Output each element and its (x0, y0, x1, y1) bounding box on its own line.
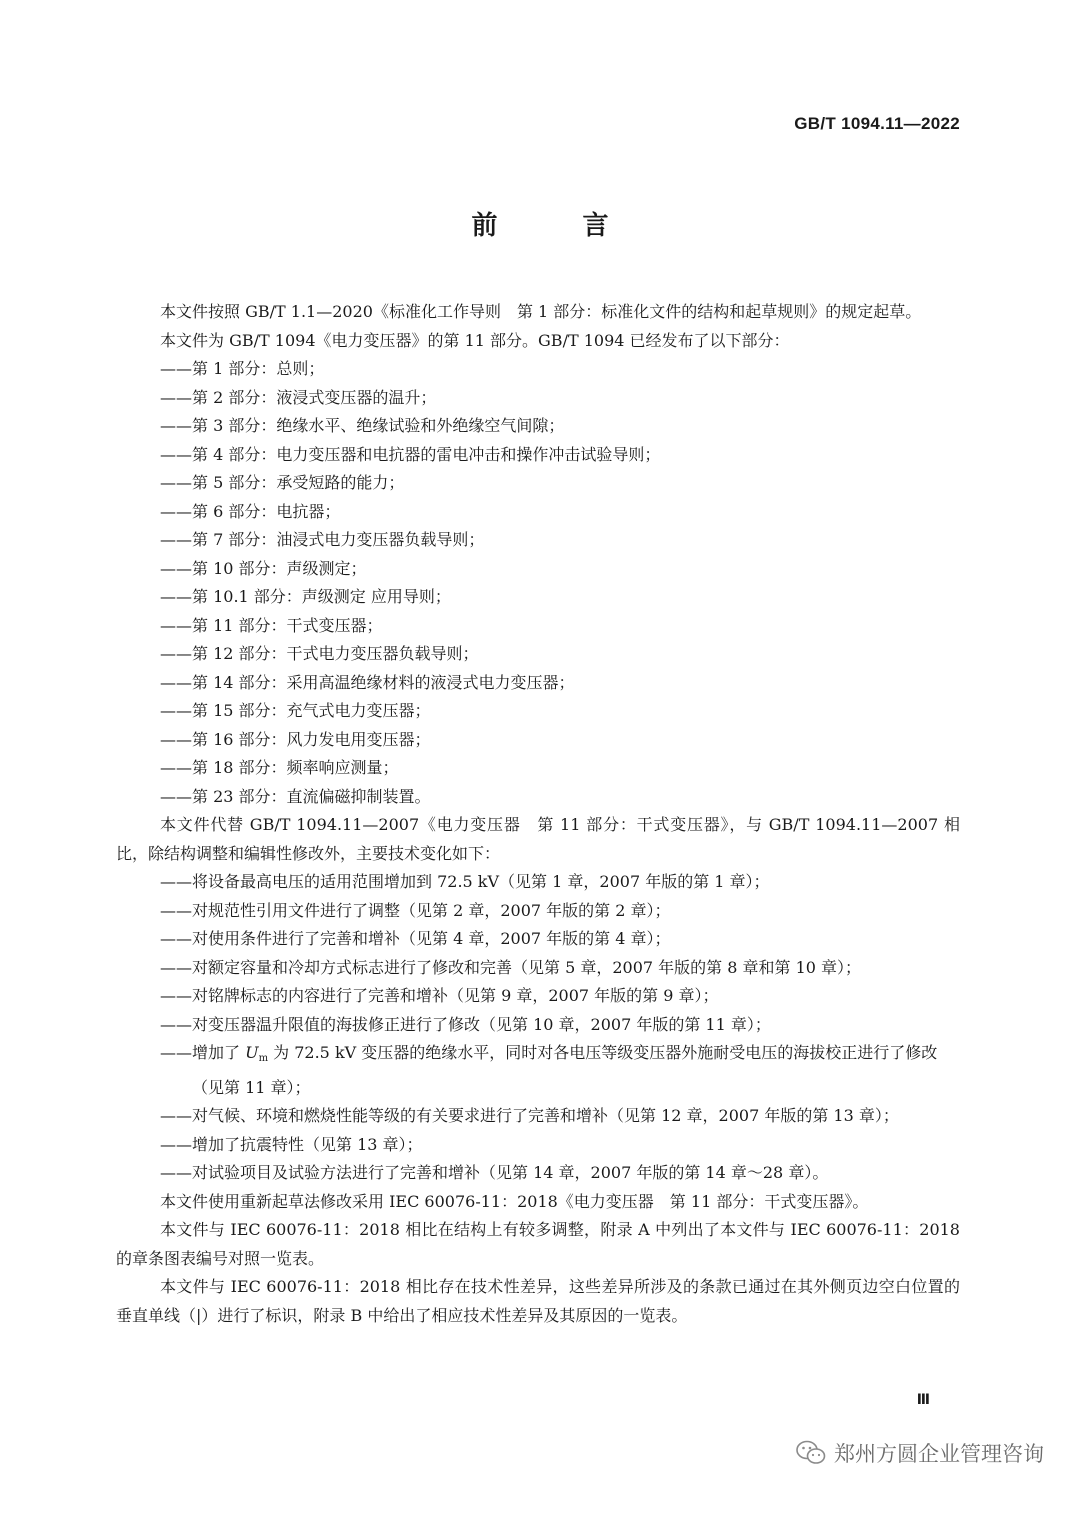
watermark (796, 1438, 1044, 1468)
list-item: ——第 16 部分：风力发电用变压器； (160, 729, 431, 749)
list-item: ——第 23 部分：直流偏磁抑制装置。 (160, 786, 431, 806)
watermark-text: 郑州方圆企业管理咨询 (834, 1442, 1044, 1466)
list-item: ——第 12 部分：干式电力变压器负载导则； (160, 644, 479, 663)
list-item: ——第 11 部分：干式变压器； (160, 615, 383, 635)
list-item-prefix: ——增加了 (160, 1043, 246, 1062)
standard-code: GB/T 1094.11—2022 (794, 114, 960, 133)
list-item: ——第 7 部分：油浸式电力变压器负载导则； (160, 530, 485, 549)
intro-paragraph: 本文件按照 GB/T 1.1—2020《标准化工作导则 第 1 部分：标准化文件的结构和起草规则》的规定起草。 (160, 302, 922, 321)
changes-list (116, 868, 960, 1188)
list-item: ——第 1 部分：总则； (160, 359, 325, 378)
list-item: ——对试验项目及试验方法进行了完善和增补（见第 14 章，2007 年版的第 14 章～28 章）。 (160, 1163, 829, 1182)
list-item: ——第 5 部分：承受短路的能力； (160, 473, 405, 492)
list-item: ——第 10.1 部分：声级测定 应用导则； (160, 587, 451, 606)
list-item: ——对铭牌标志的内容进行了完善和增补（见第 9 章，2007 年版的第 9 章）； (160, 986, 719, 1005)
list-item: ——对使用条件进行了完善和增补（见第 4 章，2007 年版的第 4 章）； (160, 929, 671, 948)
closing-paragraph: 本文件与 IEC 60076-11：2018 相比在结构上有较多调整，附录 A 中列出了本文件与 IEC 60076-11：2018 的章条图表编号对照一览表。 (116, 1220, 960, 1268)
list-item: ——将设备最高电压的适用范围增加到 72.5 kV（见第 1 章，2007 年版的第 1 章）； (160, 872, 770, 891)
list-item: ——第 6 部分：电抗器； (160, 501, 341, 521)
page-title: 前 言 (471, 211, 647, 241)
closing-paragraph: 本文件使用重新起草法修改采用 IEC 60076-11：2018《电力变压器 第 11 部分：干式变压器》。 (160, 1191, 869, 1211)
wechat-icon (796, 1440, 826, 1466)
list-item: ——第 14 部分：采用高温绝缘材料的液浸式电力变压器； (160, 672, 575, 692)
list-item: ——对规范性引用文件进行了调整（见第 2 章，2007 年版的第 2 章）； (160, 900, 671, 920)
list-item: ——对变压器温升限值的海拔修正进行了修改（见第 10 章，2007 年版的第 11 章）； (160, 1014, 771, 1034)
document-body (116, 298, 960, 1330)
list-item: ——第 4 部分：电力变压器和电抗器的雷电冲击和操作冲击试验导则； (160, 444, 661, 464)
list-item: ——第 18 部分：频率响应测量； (160, 758, 399, 777)
list-item-suffix: 为 72.5 kV 变压器的绝缘水平，同时对各电压等级变压器外施耐受电压的海拔校正进行了修改（见第 11 章）； (192, 1043, 938, 1097)
list-item: ——第 15 部分：充气式电力变压器； (160, 701, 431, 720)
list-item: ——第 10 部分：声级测定； (160, 558, 367, 578)
replace-paragraph: 本文件代替 GB/T 1094.11—2007《电力变压器 第 11 部分：干式变压器》，与 GB/T 1094.11—2007 相比，除结构调整和编辑性修改外，主要技术变化如下： (116, 815, 960, 863)
list-item (116, 1039, 960, 1102)
um-subscript: m (258, 1053, 269, 1064)
um-symbol: U (245, 1043, 259, 1062)
list-item: ——增加了抗震特性（见第 13 章）； (160, 1134, 423, 1154)
list-item: ——对额定容量和冷却方式标志进行了修改和完善（见第 5 章，2007 年版的第 8 章和第 10 章）； (160, 957, 862, 977)
list-item: ——对气候、环境和燃烧性能等级的有关要求进行了完善和增补（见第 12 章，2007 年版的第 13 章）； (160, 1106, 899, 1125)
list-item: ——第 3 部分：绝缘水平、绝缘试验和外绝缘空气间隙； (160, 416, 565, 435)
list-item: ——第 2 部分：液浸式变压器的温升； (160, 387, 437, 407)
intro-paragraph: 本文件为 GB/T 1094《电力变压器》的第 11 部分。GB/T 1094 已经发布了以下部分： (160, 330, 790, 350)
parts-list (116, 355, 960, 811)
closing-paragraph: 本文件与 IEC 60076-11：2018 相比存在技术性差异，这些差异所涉及的条款已通过在其外侧页边空白位置的垂直单线（|）进行了标识，附录 B 中给出了相应技术性差异及其原因的一览表。 (116, 1277, 960, 1325)
page-number: Ⅲ (916, 1392, 930, 1408)
